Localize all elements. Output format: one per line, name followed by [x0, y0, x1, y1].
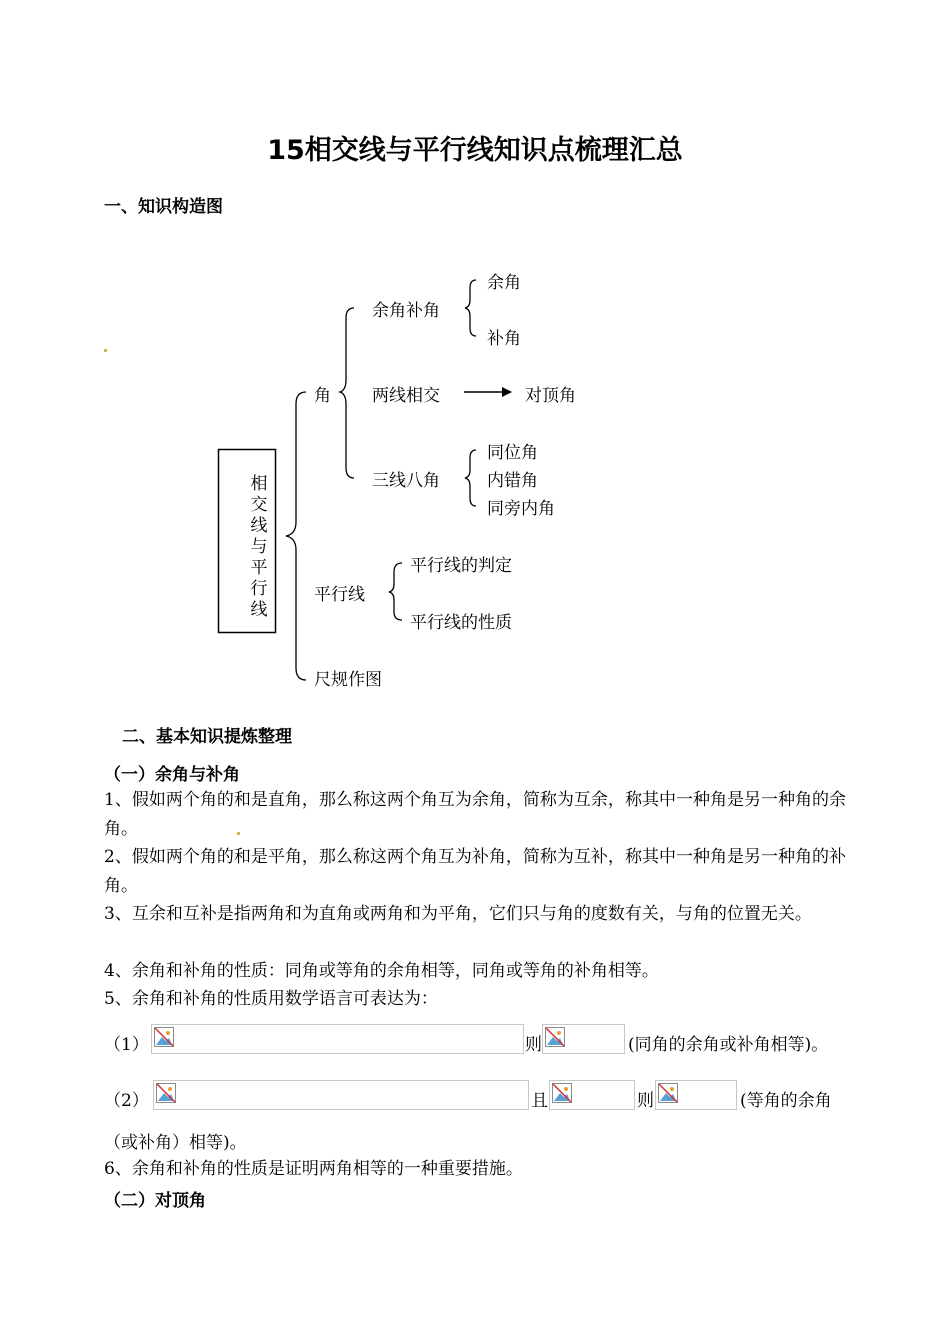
diagram-node-same-side: 同旁内角 [487, 499, 555, 519]
parallel-brace [389, 563, 402, 620]
speck [104, 349, 107, 352]
diagram-node-complement: 余角 [487, 273, 521, 293]
diagram-node-alternate: 内错角 [487, 471, 538, 491]
formula-2-then: 则 [637, 1091, 654, 1111]
formula-image-placeholder [153, 1080, 529, 1110]
formula-1-note: (同角的余角或补角相等)。 [628, 1035, 829, 1055]
diagram-node-comp-supp: 余角补角 [372, 301, 440, 321]
broken-image-icon [154, 1027, 174, 1047]
diagram-node-construction: 尺规作图 [314, 670, 382, 690]
paragraph-1: 1、假如两个角的和是直角，那么称这两个角互为余角，简称为互余，称其中一种角是另一种角的余角。 [104, 790, 846, 839]
paragraph-4: 4、余角和补角的性质：同角或等角的余角相等，同角或等角的补角相等。 [104, 961, 659, 981]
diagram-node-supplement: 补角 [487, 329, 521, 349]
angle-brace [340, 308, 354, 478]
paragraph-3: 3、互余和互补是指两角和为直角或两角和为平角，它们只与角的度数有关，与角的位置无关。 [104, 904, 812, 924]
paragraph-5: 5、余角和补角的性质用数学语言可表达为： [104, 989, 438, 1009]
formula-2-label: （2） [104, 1091, 149, 1111]
three-lines-brace [465, 450, 476, 506]
page-title: 15相交线与平行线知识点梳理汇总 [267, 135, 683, 166]
section-heading-basics: 二、基本知识提炼整理 [122, 727, 292, 747]
formula-2-and: 且 [531, 1091, 548, 1111]
subsection-heading-comp-supp: （一）余角与补角 [104, 765, 240, 785]
arrow-head [502, 387, 512, 397]
formula-image-placeholder [151, 1024, 524, 1054]
formula-2-note-continued: （或补角）相等)。 [104, 1133, 247, 1153]
broken-image-icon [658, 1083, 678, 1103]
root-brace [286, 392, 306, 680]
diagram-node-two-lines: 两线相交 [372, 386, 440, 406]
diagram-node-vertical: 对顶角 [525, 386, 576, 406]
formula-image-placeholder [655, 1080, 737, 1110]
diagram-node-parallel-prop: 平行线的性质 [410, 613, 512, 633]
paragraph-6: 6、余角和补角的性质是证明两角相等的一种重要措施。 [104, 1159, 523, 1179]
diagram-node-parallel-judge: 平行线的判定 [410, 556, 512, 576]
broken-image-icon [156, 1083, 176, 1103]
subsection-heading-vertical: （二）对顶角 [104, 1191, 206, 1211]
diagram-node-three-lines: 三线八角 [372, 471, 440, 491]
comp-supp-brace [465, 280, 476, 336]
formula-1-label: （1） [104, 1035, 149, 1055]
diagram-root-label: 相交线与平行线 [250, 474, 268, 620]
diagram-node-corresponding: 同位角 [487, 443, 538, 463]
broken-image-icon [545, 1027, 565, 1047]
paragraph-2: 2、假如两个角的和是平角，那么称这两个角互为补角，简称为互补，称其中一种角是另一种角的补角。 [104, 847, 846, 896]
formula-image-placeholder [542, 1024, 625, 1054]
broken-image-icon [552, 1083, 572, 1103]
formula-2-note: (等角的余角 [740, 1091, 832, 1111]
diagram-node-parallel: 平行线 [314, 585, 365, 605]
section-heading-structure: 一、知识构造图 [104, 197, 223, 217]
formula-1-then: 则 [525, 1035, 542, 1055]
formula-image-placeholder [549, 1080, 635, 1110]
diagram-node-angle: 角 [314, 386, 331, 406]
